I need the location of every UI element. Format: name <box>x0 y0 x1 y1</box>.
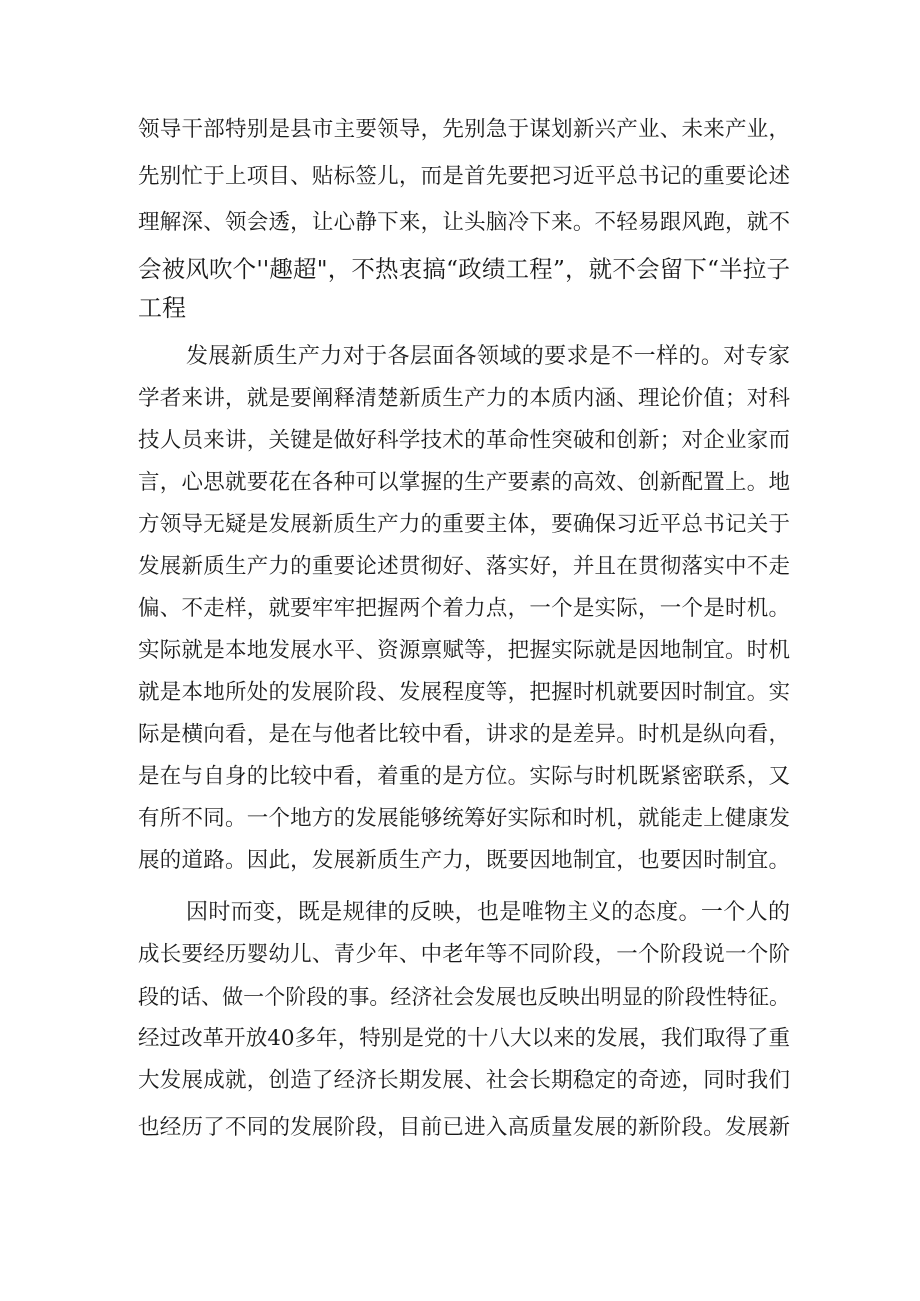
paragraph-2-line-9: 就是本地所处的发展阶段、发展程度等，把握时机就要因时制宜。实 <box>138 680 790 705</box>
paragraph-3-line-4: 经过改革开放40多年，特别是党的十八大以来的发展，我们取得了重 <box>138 1026 790 1051</box>
paragraph-2-line-11: 是在与自身的比较中看，着重的是方位。实际与时机既紧密联系，又 <box>138 764 790 789</box>
paragraph-2-line-8: 实际就是本地发展水平、资源禀赋等，把握实际就是因地制宜。时机 <box>138 638 790 663</box>
paragraph-3-line-5: 大发展成就，创造了经济长期发展、社会长期稳定的奇迹，同时我们 <box>138 1068 790 1093</box>
paragraph-2-line-12: 有所不同。一个地方的发展能够统筹好实际和时机，就能走上健康发 <box>138 806 790 831</box>
paragraph-1-line-2: 先别忙于上项目、贴标签儿，而是首先要把习近平总书记的重要论述 <box>138 164 790 189</box>
paragraph-2-line-1: 发展新质生产力对于各层面各领域的要求是不一样的。对专家 <box>186 344 790 369</box>
paragraph-1-line-3: 理解深、领会透，让心静下来，让头脑冷下来。不轻易跟风跑，就不 <box>138 210 790 235</box>
paragraph-1-line-4: 会被风吹个''趣超"，不热衷搞“政绩工程”，就不会留下“半拉子 <box>138 255 790 283</box>
paragraph-2-line-6: 发展新质生产力的重要论述贯彻好、落实好，并且在贯彻落实中不走 <box>138 554 790 579</box>
paragraph-1-line-1: 领导干部特别是县市主要领导，先别急于谋划新兴产业、未来产业， <box>138 117 790 142</box>
paragraph-3-line-2: 成长要经历婴幼儿、青少年、中老年等不同阶段，一个阶段说一个阶 <box>138 942 790 967</box>
paragraph-2-line-7: 偏、不走样，就要牢牢把握两个着力点，一个是实际，一个是时机。 <box>138 596 790 621</box>
paragraph-3-line-3: 段的话、做一个阶段的事。经济社会发展也反映出明显的阶段性特征。 <box>138 985 790 1009</box>
paragraph-2-line-13: 展的道路。因此，发展新质生产力，既要因地制宜，也要因时制宜。 <box>138 848 790 873</box>
paragraph-1-line-5: 工程 <box>138 294 186 322</box>
paragraph-2-line-2: 学者来讲，就是要阐释清楚新质生产力的本质内涵、理论价值；对科 <box>138 386 790 411</box>
paragraph-3-line-6: 也经历了不同的发展阶段，目前已进入高质量发展的新阶段。发展新 <box>138 1115 790 1140</box>
paragraph-2-line-10: 际是横向看，是在与他者比较中看，讲求的是差异。时机是纵向看， <box>138 722 790 747</box>
paragraph-2-line-5: 方领导无疑是发展新质生产力的重要主体，要确保习近平总书记关于 <box>138 512 790 537</box>
paragraph-2-line-4: 言，心思就要花在各种可以掌握的生产要素的高效、创新配置上。地 <box>138 470 790 495</box>
paragraph-3-line-1: 因时而变，既是规律的反映，也是唯物主义的态度。一个人的 <box>186 900 790 925</box>
paragraph-2-line-3: 技人员来讲，关键是做好科学技术的革命性突破和创新；对企业家而 <box>138 428 790 453</box>
